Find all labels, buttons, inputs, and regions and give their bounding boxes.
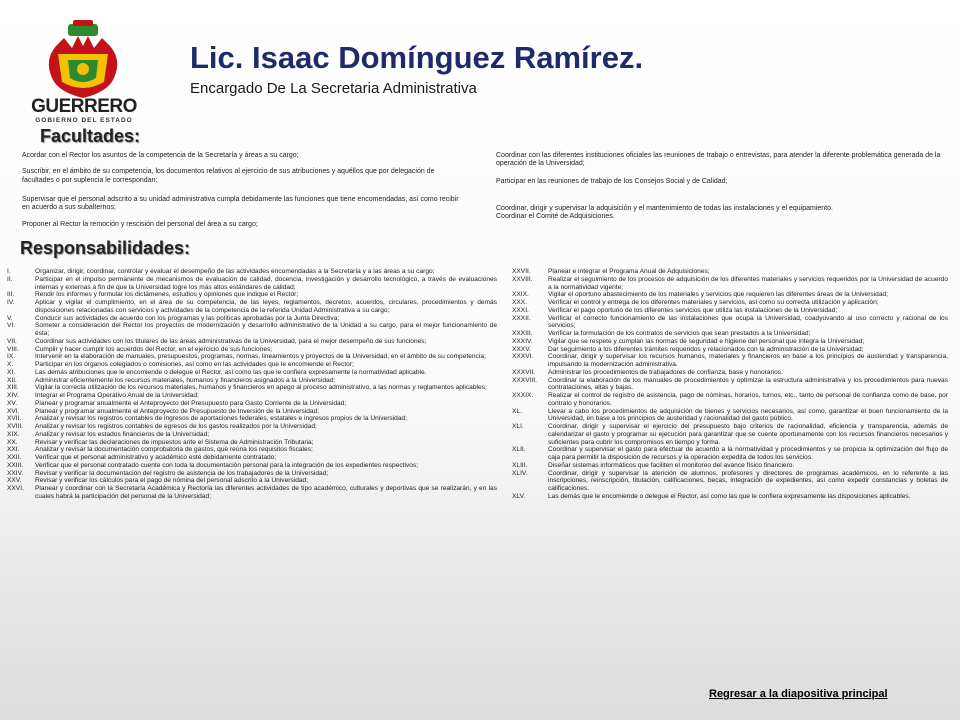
list-item xyxy=(7,392,497,400)
item-text: Planear y programar anualmente el Anteproyecto de Presupuesto de Inversión de la Universidad; xyxy=(35,407,320,415)
list-item xyxy=(7,423,497,431)
back-to-main-slide-link[interactable]: Regresar a la diapositiva principal xyxy=(709,688,888,700)
item-number: XXXVII. xyxy=(512,368,536,376)
item-text: Administrar eficientemente los recursos materiales, humanos y financieros asignados a la Universidad; xyxy=(35,376,336,384)
item-text: Revisar y verificar los cálculos para el pago de nómina del personal adscrito a la Universidad; xyxy=(35,477,309,485)
item-text: Vigilar que se respete y cumplan las normas de seguridad e higiene del personal que integra la Universidad; xyxy=(548,337,865,345)
item-text: Dar seguimiento a los diferentes trámites requeridos y relacionados con la administración de la Universidad; xyxy=(548,345,864,353)
responsabilidades-heading: Responsabilidades: xyxy=(20,238,191,258)
facultad-item: Proponer al Rector la remoción y rescisión del personal del área a su cargo; xyxy=(22,221,258,229)
item-text: Organizar, dirigir, coordinar, controlar y evaluar el desempeño de las actividades encomendadas a la Secretaría y a las áreas a su cargo; xyxy=(35,268,435,275)
item-number: X. xyxy=(7,361,14,368)
item-text: Realizar el seguimiento de los procesos de adquisición de los diferentes materiales y servicios requeridos por la Universidad de acuerdo a la normatividad vigente; xyxy=(548,275,948,291)
item-number: XLIII. xyxy=(512,461,528,469)
list-item xyxy=(512,392,948,408)
item-text: Analizar y revisar los registros contables de ingresos de aportaciones federales, estatales e ingresos propios de la Universidad; xyxy=(35,415,408,423)
list-item xyxy=(7,477,497,485)
list-item xyxy=(512,377,948,393)
item-text: Verificar que el personal contratado cuente con toda la documentación personal para la integración de los expedientes respectivos; xyxy=(35,461,419,469)
list-item xyxy=(7,268,497,276)
list-item xyxy=(7,400,497,408)
item-text: Coordinar y supervisar el gasto para efectuar de acuerdo a la normatividad y procedimientos y se propicia la optimización del flujo de caja para permitir la disposición de recursos y la operación expedita de todos los servicios. xyxy=(548,446,948,461)
list-item xyxy=(7,446,497,454)
item-number: XXXIX. xyxy=(512,392,534,399)
item-number: XXVI. xyxy=(7,485,24,492)
list-item xyxy=(512,307,948,315)
facultad-item: Coordinar el Comité de Adquisiciones. xyxy=(496,213,615,221)
facultad-item: Participar en las reuniones de trabajo de los Consejos Social y de Calidad; xyxy=(496,177,728,185)
item-text: Participar en el impulso permanente de mecanismos de evaluación de calidad, docencia, investigación y desarrollo tecnológico, a través de evaluaciones internas y externas a fin de que la Universidad logre los más altos estándares de calidad; xyxy=(35,275,497,291)
item-number: XLII. xyxy=(512,446,526,454)
list-item xyxy=(512,423,948,446)
item-text: Participar en los órganos colegiados o comisiones, así como en las actividades que le encomiende el Rector; xyxy=(35,361,354,368)
logo-wordmark: GUERRERO xyxy=(31,96,137,117)
list-item xyxy=(7,415,497,423)
item-text: Revisar y verificar la documentación del registro de asistencia de los trabajadores de la Universidad; xyxy=(35,469,329,477)
item-number: XXVIII. xyxy=(512,275,533,283)
facultades-left-column xyxy=(22,152,462,230)
list-item xyxy=(7,377,497,385)
item-number: XXI. xyxy=(7,446,20,454)
item-number: III. xyxy=(7,291,15,299)
list-item xyxy=(512,353,948,369)
item-text: Las demás que le encomiende o delegue el Rector, así como las que le confiera expresamente las disposiciones aplicables. xyxy=(548,492,911,500)
page-title: Lic. Isaac Domínguez Ramírez. xyxy=(190,40,644,75)
item-text: Llevar a cabo los procedimientos de adquisición de bienes y servicios necesarios, así como, garantizar el buen funcionamiento de la Universidad, en base a los principios de austeridad y racionalidad del gasto público. xyxy=(548,407,948,423)
item-text: Verificar el correcto funcionamiento de las instalaciones que ocupa la Universidad, coadyuvando al uso correcto y racional de los servicios; xyxy=(548,314,948,330)
list-item xyxy=(512,268,948,276)
page-subtitle: Encargado De La Secretaria Administrativa xyxy=(190,80,477,97)
list-item xyxy=(7,353,497,361)
list-item xyxy=(512,408,948,424)
list-item xyxy=(7,338,497,346)
item-text: Analizar y revisar los estados financieros de la Universidad; xyxy=(35,430,210,438)
list-item xyxy=(512,446,948,462)
item-text: Administrar los procedimientos de trabajadores de confianza, base y honorarios. xyxy=(548,368,783,376)
item-number: XVIII. xyxy=(7,423,24,430)
list-item xyxy=(512,493,948,501)
item-text: Verificar que el personal administrativo y académico esté debidamente contratado; xyxy=(35,454,277,461)
list-item xyxy=(7,485,497,501)
item-number: XX. xyxy=(7,438,18,446)
list-item xyxy=(512,369,948,377)
item-text: Planear y coordinar con la Secretaría Académica y Rectoría las diferentes actividades de tipo académico, culturales y deportivas que se realizarán, y en las cuales habrá la participación del personal de la Universidad; xyxy=(35,485,497,500)
item-number: IV. xyxy=(7,299,15,306)
list-item xyxy=(512,315,948,331)
facultad-item: Supervisar que el personal adscrito a su unidad administrativa cumpla debidamente las funciones que tiene encomendadas, así como recibir en acuerdo a sus subalternos; xyxy=(22,195,459,212)
item-text: Coordinar, dirigir y supervisar el ejercicio del presupuesto bajo criterios de racionalidad, eficiencia y transparencia, además de calendarizar el gasto y programar su ejecución para garantizar que se cuente oportunamente con los recursos financieros necesarios y suficientes para cubrir los compromisos en tiempo y forma. xyxy=(548,423,948,446)
list-item xyxy=(512,470,948,493)
item-number: XXX. xyxy=(512,299,528,306)
list-item xyxy=(512,299,948,307)
item-number: XXII. xyxy=(7,454,22,461)
item-text: Conducir sus actividades de acuerdo con los programas y las políticas aprobadas por la Junta Directiva; xyxy=(35,314,340,322)
item-text: Vigilar el oportuno abastecimiento de los materiales y servicios que requieren las diferentes áreas de la Universidad; xyxy=(548,291,889,299)
list-item xyxy=(7,346,497,354)
item-number: XXXVIII. xyxy=(512,376,537,384)
item-number: XV. xyxy=(7,399,18,407)
list-item xyxy=(7,408,497,416)
item-number: XII. xyxy=(7,376,17,384)
item-number: VIII. xyxy=(7,345,19,353)
item-text: Vigilar la correcta utilización de los recursos materiales, humanos y financieros en apego al proceso administrativo, a las normas y reglamentos aplicables; xyxy=(35,384,487,392)
item-number: XXIII. xyxy=(7,461,24,469)
facultades-heading: Facultades: xyxy=(40,126,141,146)
item-text: Intervenir en la elaboración de manuales, presupuestos, programas, normas, lineamientos y proyectos de la Universidad, en el ámbito de su competencia; xyxy=(35,353,486,361)
list-item xyxy=(512,462,948,470)
list-item xyxy=(512,346,948,354)
item-number: VII. xyxy=(7,337,17,345)
logo-subtext: GOBIERNO DEL ESTADO xyxy=(35,117,133,124)
item-number: XXXIV. xyxy=(512,337,533,345)
item-text: Aplicar y vigilar el cumplimiento, en el área de su competencia, de las leyes, reglamentos, decretos, acuerdos, circulares, procedimientos y demás disposiciones relacionadas con servicios y actividades de la competencia de la referida Unidad Administrativa a su cargo; xyxy=(35,299,497,314)
item-text: Someter a consideración del Rector los proyectos de modernización y desarrollo administrativo de la Unidad a su cargo, para el mejor funcionamiento de ésta; xyxy=(35,322,497,337)
responsabilidades-left-column xyxy=(7,268,497,501)
list-item xyxy=(512,330,948,338)
item-text: Coordinar sus actividades con los titulares de las áreas administrativas de la Universidad, para el mejor desempeño de sus funciones; xyxy=(35,337,427,345)
facultad-item: Suscribir, en el ámbito de su competencia, los documentos relativos al ejercicio de sus atribuciones y aquéllos que por delegación de facultades o por suplencia le correspondan; xyxy=(22,168,435,184)
list-item xyxy=(7,299,497,315)
guerrero-logo xyxy=(18,18,148,130)
item-text: Verificar el pago oportuno de los diferentes servicios que utiliza las instalaciones de la Universidad; xyxy=(548,306,838,314)
facultades-right-column xyxy=(496,152,948,221)
item-text: Rendir los informes y formular los dictámenes, estudios y opiniones que indique el Rector; xyxy=(35,291,299,299)
item-number: XIII. xyxy=(7,384,19,392)
item-number: XIX. xyxy=(7,430,20,438)
item-text: Coordinar la elaboración de los manuales de procedimientos y optimizar la estructura administrativa y los procedimientos para nuevas contrataciones, altas y bajas. xyxy=(548,376,948,392)
item-text: Analizar y revisar los registros contables de egresos de los gastos realizados por la Universidad; xyxy=(35,423,317,430)
list-item xyxy=(7,462,497,470)
item-text: Verificar el control y entrega de los diferentes materiales y servicios, así como su correcta utilización y aplicación; xyxy=(548,299,879,306)
facultad-item: Coordinar con las diferentes instituciones oficiales las reuniones de trabajo o entrevistas, para atender la diferente problemática generada de la operación de la Universidad; xyxy=(496,152,941,168)
list-item xyxy=(7,315,497,323)
list-item xyxy=(7,384,497,392)
item-text: Planear y programar anualmente el Anteproyecto del Presupuesto para Gasto Corriente de la Universidad; xyxy=(35,399,347,407)
item-number: XXV. xyxy=(7,477,22,485)
item-text: Verificar la formulación de los contratos de servicios que sean prestados a la Universidad; xyxy=(548,330,811,337)
item-number: XLV. xyxy=(512,492,526,500)
item-number: XLIV. xyxy=(512,469,528,477)
item-number: XVII. xyxy=(7,415,22,423)
item-number: XXIX. xyxy=(512,291,529,299)
item-number: II. xyxy=(7,275,13,283)
list-item xyxy=(7,291,497,299)
list-item xyxy=(7,454,497,462)
item-number: XLI. xyxy=(512,423,524,430)
item-number: XXXIII. xyxy=(512,330,533,337)
list-item xyxy=(512,291,948,299)
list-item xyxy=(7,431,497,439)
item-number: V. xyxy=(7,314,13,322)
list-item xyxy=(7,369,497,377)
item-text: Coordinar, dirigir y supervisar la atención de alumnos, profesores y directores de programas académicos, en lo referente a las inscripciones, reinscripción, titulación, calificaciones, becas, integración de expedientes, así como expedir constancias y boletas de calificaciones. xyxy=(548,469,948,492)
item-number: XXXVI. xyxy=(512,353,534,361)
item-text: Las demás atribuciones que le encomiende o delegue el Rector, así como las que le confiera expresamente la normatividad aplicable. xyxy=(35,368,427,376)
list-item xyxy=(512,276,948,292)
item-text: Diseñar sistemas informáticos que faciliten el monitoreo del avance físico financiero. xyxy=(548,461,795,469)
list-item xyxy=(7,322,497,338)
item-text: Coordinar, dirigir y supervisar los recursos humanos, materiales y financieros en base a los principios de austeridad y transparencia, impulsando la modernización administrativa. xyxy=(548,353,948,368)
facultad-item: Acordar con el Rector los asuntos de la competencia de la Secretaría y áreas a su cargo; xyxy=(22,152,299,159)
item-number: XL. xyxy=(512,407,522,415)
item-text: Revisar y verificar las declaraciones de impuestos ante el Sistema de Administración Tributaria; xyxy=(35,438,314,446)
item-number: XXXV. xyxy=(512,345,531,353)
item-text: Analizar y revisar la documentación comprobatoria de gastos, que reúna los requisitos fiscales; xyxy=(35,446,313,454)
item-number: I. xyxy=(7,268,11,275)
item-number: XXIV. xyxy=(7,469,24,477)
facultad-item: Coordinar, dirigir y supervisar la adquisición y el mantenimiento de todas las instalaciones y el equipamiento. xyxy=(496,204,833,212)
list-item xyxy=(7,470,497,478)
item-text: Integrar el Programa Operativo Anual de la Universidad; xyxy=(35,392,199,399)
item-text: Planear e integrar el Programa Anual de Adquisiciones; xyxy=(548,268,710,275)
responsabilidades-right-column xyxy=(512,268,948,501)
list-item xyxy=(512,338,948,346)
item-number: XXVII. xyxy=(512,268,531,275)
item-number: XIV. xyxy=(7,392,19,399)
item-text: Cumplir y hacer cumplir los acuerdos del Rector, en el ejercicio de sus funciones; xyxy=(35,345,273,353)
item-number: IX. xyxy=(7,353,16,361)
item-number: XI. xyxy=(7,368,16,376)
item-number: VI. xyxy=(7,322,16,330)
item-number: XXXII. xyxy=(512,314,531,322)
item-text: Realizar el control de registro de asistencia, pago de nóminas, horarios, turnos, etc., tanto de personal de confianza como de base, por contrato y honorarios. xyxy=(548,392,948,407)
list-item xyxy=(7,276,497,292)
item-number: XVI. xyxy=(7,407,20,415)
item-number: XXXI. xyxy=(512,306,529,314)
list-item xyxy=(7,361,497,369)
list-item xyxy=(7,439,497,447)
